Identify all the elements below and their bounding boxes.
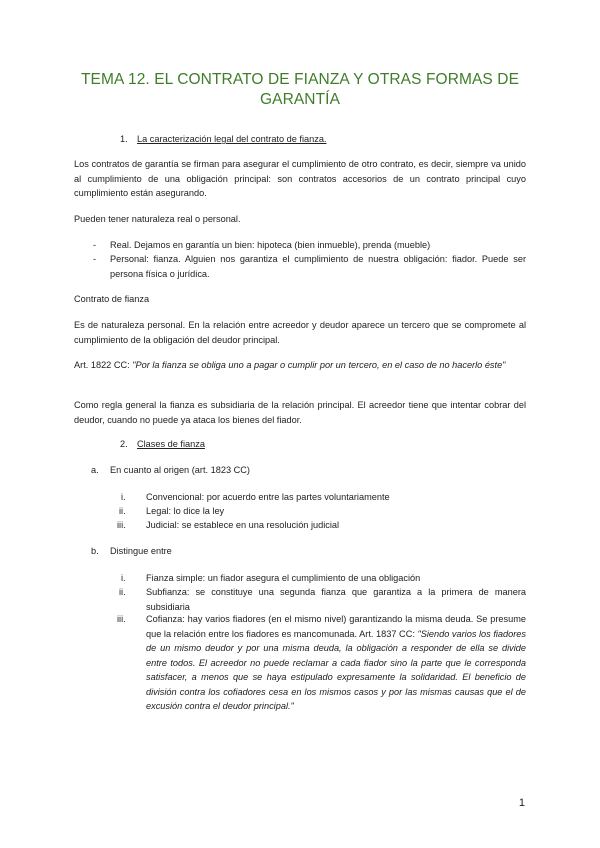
list-marker-a: a. (91, 465, 99, 475)
type-cofianza (146, 612, 526, 714)
list-marker-b: b. (91, 546, 99, 556)
paragraph-subsidiary: Como regla general la fianza es subsidiaria de la relación principal. El acreedor tiene que intentar cobrar del deudor, cuando no puede ya ataca los bienes del fiador. (74, 400, 526, 425)
cofianza-text: Cofianza: hay varios fiadores (en el mismo nivel) garantizando la misma deuda. Se presume que la relación entre los fiadores es mancomunada. Art. 1837 CC: (146, 614, 526, 639)
page-number: 1 (518, 797, 525, 809)
section-2-heading: Clases de fianza (137, 439, 205, 449)
roman-marker: iii. (117, 614, 126, 624)
article-1837-quote: "Siendo varios los fiadores de un mismo deudor y por una misma deuda, la obligación a responder de ella se divide entre todos. El acreedor no puede reclamar a cada fiador sino la parte que le corresponda satisfacer, a menos que se haya estipulado expresamente la solidaridad. El beneficio de división contra los cofiadores cesa en los mismos casos y por las mismas causas que el de excusión contra el deudor principal." (146, 628, 527, 711)
roman-marker: iii. (117, 520, 126, 530)
roman-marker: ii. (119, 506, 126, 516)
article-1822-quote (74, 358, 526, 373)
section-1-number: 1. (120, 134, 128, 144)
bullet-dash: - (93, 254, 97, 264)
paragraph-guarantee-contracts: Los contratos de garantía se firman para asegurar el cumplimiento de otro contrato, es decir, siempre va unido al cumplimiento de una obligación principal: son contratos accesorios de un contrato principal cuyo cumplimiento están asegurando. (74, 159, 526, 198)
section-2-number: 2. (120, 439, 128, 449)
origin-judicial: Judicial: se establece en una resolución judicial (146, 520, 340, 530)
list-b-label: Distingue entre (110, 546, 172, 556)
paragraph-nature: Pueden tener naturaleza real o personal. (74, 214, 241, 224)
subheading-fianza: Contrato de fianza (74, 294, 150, 304)
origin-legal: Legal: lo dice la ley (146, 506, 225, 516)
origin-conventional: Convencional: por acuerdo entre las partes voluntariamente (146, 492, 390, 502)
roman-marker: i. (121, 573, 126, 583)
roman-marker: i. (121, 492, 126, 502)
bullet-real: Real. Dejamos en garantía un bien: hipoteca (bien inmueble), prenda (mueble) (110, 240, 431, 250)
article-quote: "Por la fianza se obliga uno a pagar o cumplir por un tercero, en el caso de no hacerlo éste" (132, 360, 506, 370)
page-title: TEMA 12. EL CONTRATO DE FIANZA Y OTRAS FORMAS DE GARANTÍA (80, 71, 520, 108)
type-simple: Fianza simple: un fiador asegura el cumplimiento de una obligación (146, 573, 421, 583)
bullet-dash: - (93, 240, 97, 250)
type-subfianza: Subfianza: se constituye una segunda fianza que garantiza a la primera de manera subsidiaria (146, 587, 526, 612)
section-1-heading: La caracterización legal del contrato de fianza. (137, 134, 327, 144)
article-ref: Art. 1822 CC: (74, 360, 133, 370)
bullet-personal: Personal: fianza. Alguien nos garantiza el cumplimiento de nuestra obligación: fiador. Puede ser persona física o jurídica. (110, 254, 526, 279)
roman-marker: ii. (119, 587, 126, 597)
list-a-label: En cuanto al origen (art. 1823 CC) (110, 465, 250, 475)
paragraph-personal-nature: Es de naturaleza personal. En la relación entre acreedor y deudor aparece un tercero que se compromete al cumplimiento de la obligación del deudor principal. (74, 320, 526, 345)
